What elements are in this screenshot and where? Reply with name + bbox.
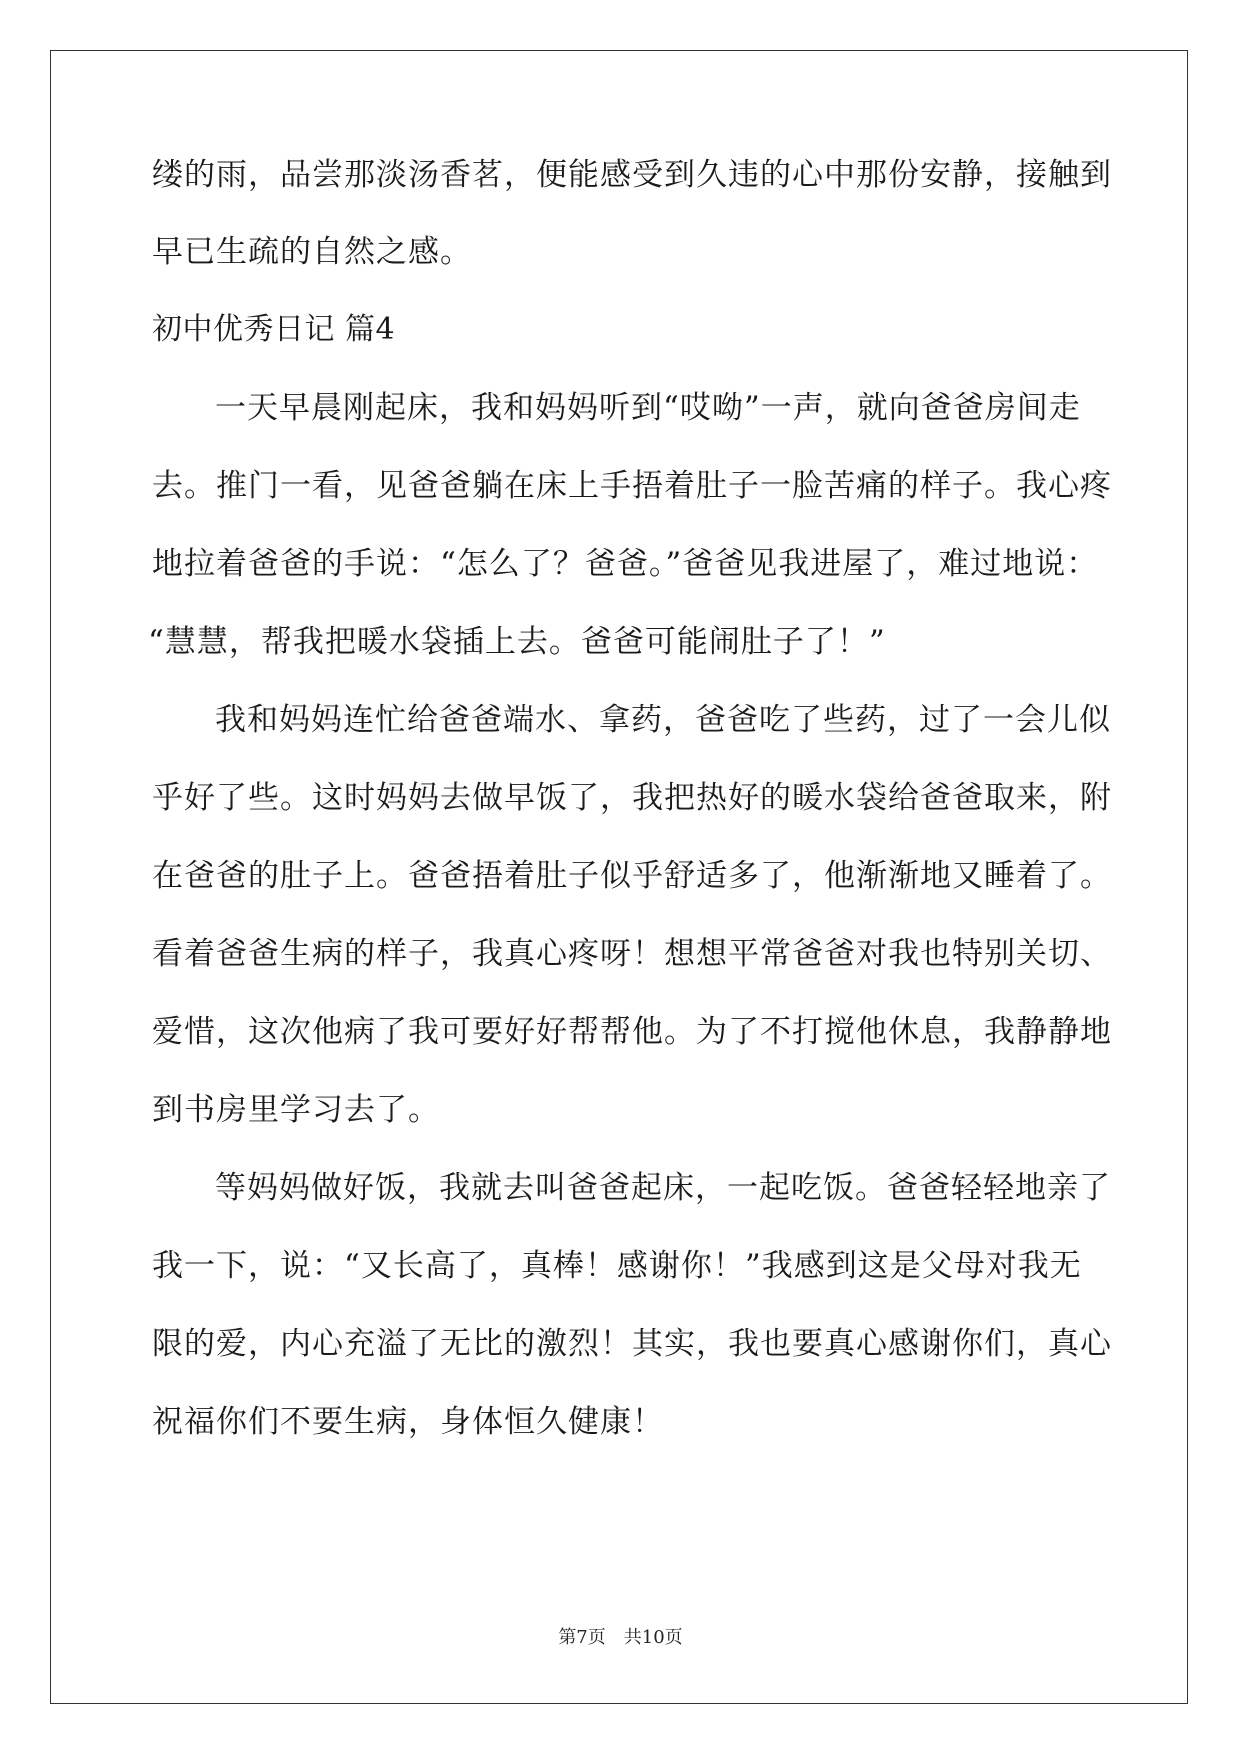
text-line: 乎好了些。这时妈妈去做早饭了，我把热好的暖水袋给爸爸取来，附	[152, 780, 1112, 816]
text-line: “慧慧，帮我把暖水袋插上去。爸爸可能闹肚子了！”	[148, 624, 886, 660]
text-line: 去。推门一看，见爸爸躺在床上手捂着肚子一脸苦痛的样子。我心疼	[152, 468, 1112, 504]
text-line: 我一下，说：“又长高了，真棒！感谢你！”我感到这是父母对我无	[152, 1248, 1082, 1284]
text-line: 地拉着爸爸的手说：“怎么了？爸爸。”爸爸见我进屋了，难过地说：	[152, 546, 1099, 582]
paragraph-first-line: 我和妈妈连忙给爸爸端水、拿药，爸爸吃了些药，过了一会儿似	[215, 702, 1111, 738]
text-line: 早已生疏的自然之感。	[152, 234, 472, 270]
section-heading: 初中优秀日记 篇4	[152, 312, 396, 347]
paragraph-first-line: 等妈妈做好饭，我就去叫爸爸起床，一起吃饭。爸爸轻轻地亲了	[215, 1170, 1111, 1206]
page-number: 第7页 共10页	[558, 1627, 683, 1648]
text-line: 缕的雨，品尝那淡汤香茗，便能感受到久违的心中那份安静，接触到	[152, 157, 1112, 193]
paragraph-first-line: 一天早晨刚起床，我和妈妈听到“哎呦”一声，就向爸爸房间走	[215, 390, 1081, 426]
text-line: 爱惜，这次他病了我可要好好帮帮他。为了不打搅他休息，我静静地	[152, 1014, 1112, 1050]
text-line: 在爸爸的肚子上。爸爸捂着肚子似乎舒适多了，他渐渐地又睡着了。	[152, 858, 1112, 894]
text-line: 到书房里学习去了。	[152, 1092, 440, 1128]
text-line: 祝福你们不要生病，身体恒久健康！	[152, 1404, 664, 1440]
text-line: 看着爸爸生病的样子，我真心疼呀！想想平常爸爸对我也特别关切、	[152, 936, 1112, 972]
text-line: 限的爱，内心充溢了无比的激烈！其实，我也要真心感谢你们，真心	[152, 1326, 1112, 1362]
